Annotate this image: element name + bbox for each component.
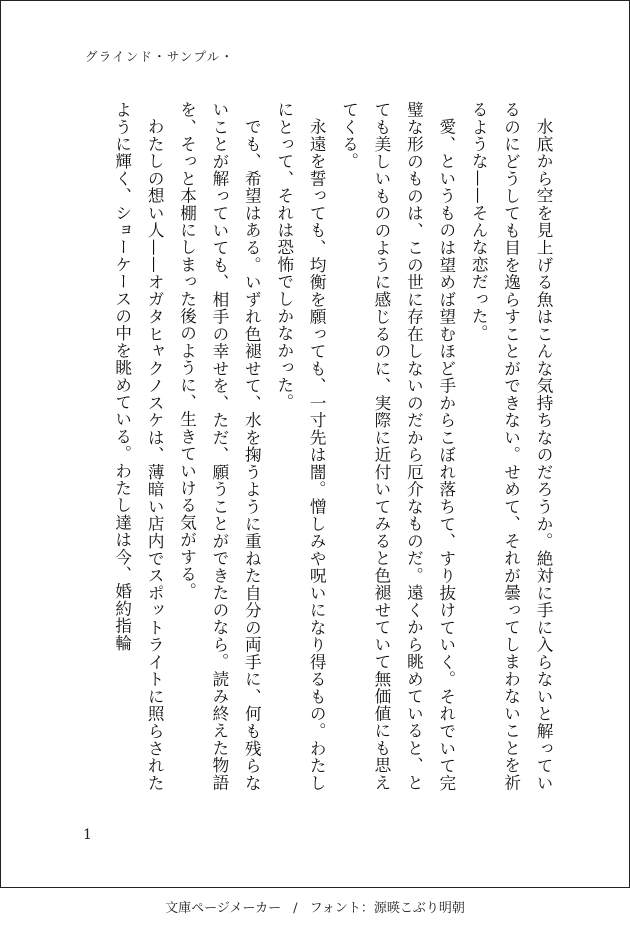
paragraph: わたしの想い人——オガタヒャクノスケは、薄暗い店内でスポットライトに照らされたように輝く、ショーケースの中を眺めている。わたし達は今、婚約指輪 bbox=[112, 101, 165, 791]
novel-body-text bbox=[105, 101, 559, 791]
footer-separator: / bbox=[293, 901, 298, 916]
running-header: グラインド・サンプル・ bbox=[85, 49, 235, 64]
paragraph: 水底から空を見上げる魚はこんな気持ちなのだろうか。絶対に手に入らないと解っているのにどうしても目を逸らすことができない。せめて、それが曇ってしまわないことを祈るような——そんな恋だった。 bbox=[469, 101, 553, 791]
page-number: 1 bbox=[83, 827, 92, 843]
footer-font-credit: フォント：源暎こぶり明朝 bbox=[309, 901, 465, 916]
paragraph: でも、希望はある。いずれ色褪せて、水を掬うように重ねた自分の両手に、何も残らないことが解っていても、相手の幸せを、ただ、願うことができたのなら。読み終えた物語を、そっと本棚にしまった後のように、生きていける気がする。 bbox=[177, 101, 262, 791]
footer-credit bbox=[0, 897, 630, 916]
footer-app-name: 文庫ページメーカー bbox=[165, 901, 282, 916]
paragraph: 永遠を誓っても、均衡を願っても、一寸先は闇。憎しみや呪いになり得るもの。わたしにとって、それは恐怖でしかなかった。 bbox=[274, 101, 327, 791]
paragraph: 愛、というものは望めば望むほど手からこぼれ落ちて、すり抜けていく。それでいて完璧な形のものは、この世に存在しないのだから厄介なものだ。遠くから眺めていると、とても美しいもののように感じるのに、実際に近付いてみると色褪せていて無価値にも思えてくる。 bbox=[339, 101, 456, 791]
